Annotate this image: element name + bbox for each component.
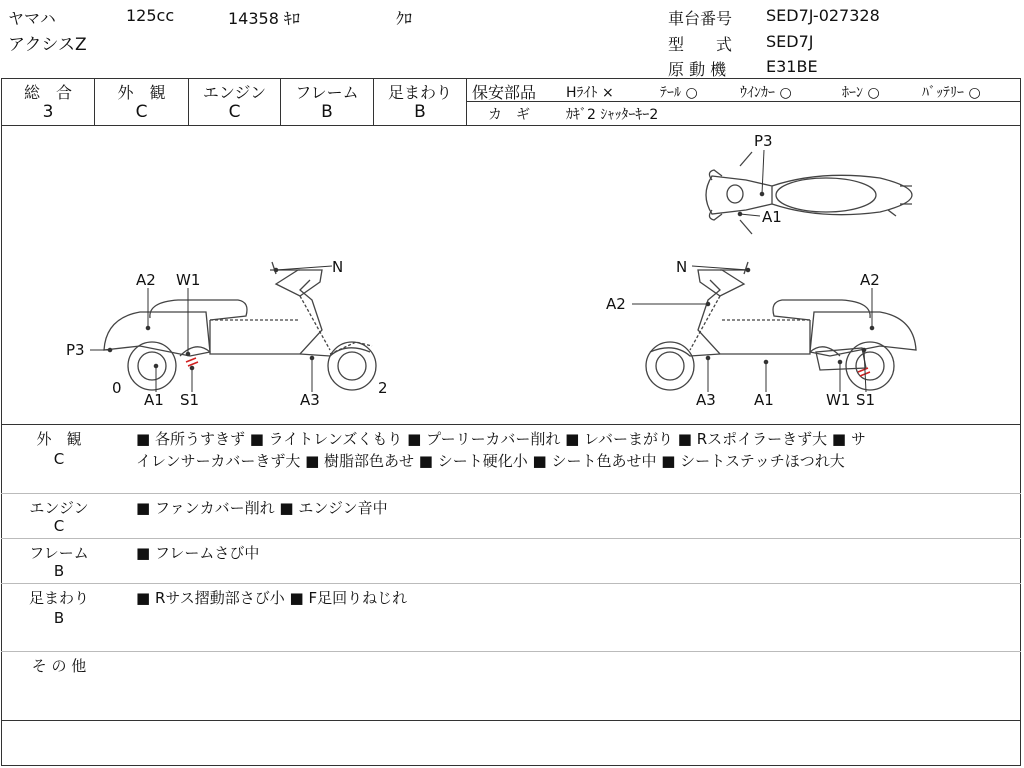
detail-suspension-grade: B [53,609,65,627]
engine-model-label: 原 動 機 [668,60,727,79]
engine-model-value: E31BE [766,57,818,76]
exterior-grade-value: C [135,102,148,122]
grid-line [1,493,1021,494]
scooter-damage-diagram [0,126,1024,424]
detail-frame-label: フレーム [29,544,89,562]
detail-suspension-label: 足まわり [28,589,89,607]
detail-exterior-line2: イレンサーカバーきず大 ■ 樹脂部色あせ ■ シート硬化小 ■ シート色あせ中 ■ シートステッチほつれ大 [136,452,845,470]
detail-frame-grade: B [53,562,65,580]
suspension-grade-value: B [414,102,426,122]
displacement: 125cc [126,6,175,25]
frame-grade-label: フレーム [295,83,359,102]
detail-suspension-line1: ■ Rサス摺動部さび小 ■ F足回りねじれ [136,589,408,607]
grid-line [1,651,1021,652]
label-left-a2: A2 [136,271,156,289]
detail-exterior-line1: ■ 各所うすきず ■ ライトレンズくもり ■ プーリーカバー削れ ■ レバーまがり ■ Rスポイラーきず大 ■ サ [136,430,866,448]
damage-mark-left [186,358,198,366]
safety-item-battery: ﾊﾞｯﾃﾘｰ ○ [922,85,981,101]
scooter-top-view [706,152,912,234]
suspension-grade-label: 足まわり [387,83,452,102]
detail-engine-grade: C [53,517,65,535]
label-right-a3: A3 [696,391,716,409]
detail-exterior-grade: C [53,450,65,468]
label-left-s1: S1 [180,391,200,409]
safety-item-horn: ﾎｰﾝ ○ [842,85,880,101]
total-grade-value: 3 [42,102,54,122]
grid-line [466,78,467,126]
model-name: アクシスZ [8,35,87,55]
detail-exterior-label: 外 観 [36,430,82,448]
type-value: SED7J [766,32,814,51]
label-right-a2-left: A2 [606,295,626,313]
label-left-p3: P3 [66,341,85,359]
label-top-p3: P3 [754,132,773,150]
detail-other-label: そ の 他 [31,657,87,675]
frame-number: SED7J-027328 [766,6,880,25]
grid-line [1,424,1021,425]
label-right-a1: A1 [754,391,774,409]
label-left-a1: A1 [144,391,164,409]
mileage: 14358 ｷﾛ [228,9,300,28]
safety-item-winker: ｳｲﾝｶｰ ○ [740,85,792,101]
color: ｸﾛ [396,9,413,28]
label-left-2: 2 [378,379,388,397]
engine-grade-value: C [228,102,241,122]
key-label: カ ギ [488,107,530,123]
label-right-n: N [676,258,688,276]
detail-engine-line1: ■ ファンカバー削れ ■ エンジン音中 [136,499,388,517]
frame-number-label: 車台番号 [668,9,733,28]
grid-line [1,720,1021,721]
total-grade-label: 総 合 [23,83,72,102]
label-right-s1: S1 [856,391,876,409]
maker: ヤマハ [8,9,56,28]
engine-grade-label: エンジン [202,83,267,102]
frame-grade-value: B [321,102,333,122]
exterior-grade-label: 外 観 [117,83,166,102]
label-right-w1: W1 [826,391,851,409]
safety-item-taillight: ﾃｰﾙ ○ [660,85,698,101]
label-left-w1: W1 [176,271,201,289]
safety-item-headlight: Hﾗｲﾄ × [566,85,614,101]
label-top-a1: A1 [762,208,782,226]
grid-line [1,538,1021,539]
detail-frame-line1: ■ フレームさび中 [136,544,260,562]
key-value: ｶｷﾞ2 ｼｬｯﾀｰｷｰ2 [566,107,659,123]
type-label: 型 式 [668,35,733,54]
label-left-0: 0 [112,379,122,397]
label-left-a3: A3 [300,391,320,409]
label-left-n: N [332,258,344,276]
detail-engine-label: エンジン [29,499,89,517]
label-right-a2-right: A2 [860,271,880,289]
safety-parts-label: 保安部品 [472,83,537,102]
grid-line [1,583,1021,584]
